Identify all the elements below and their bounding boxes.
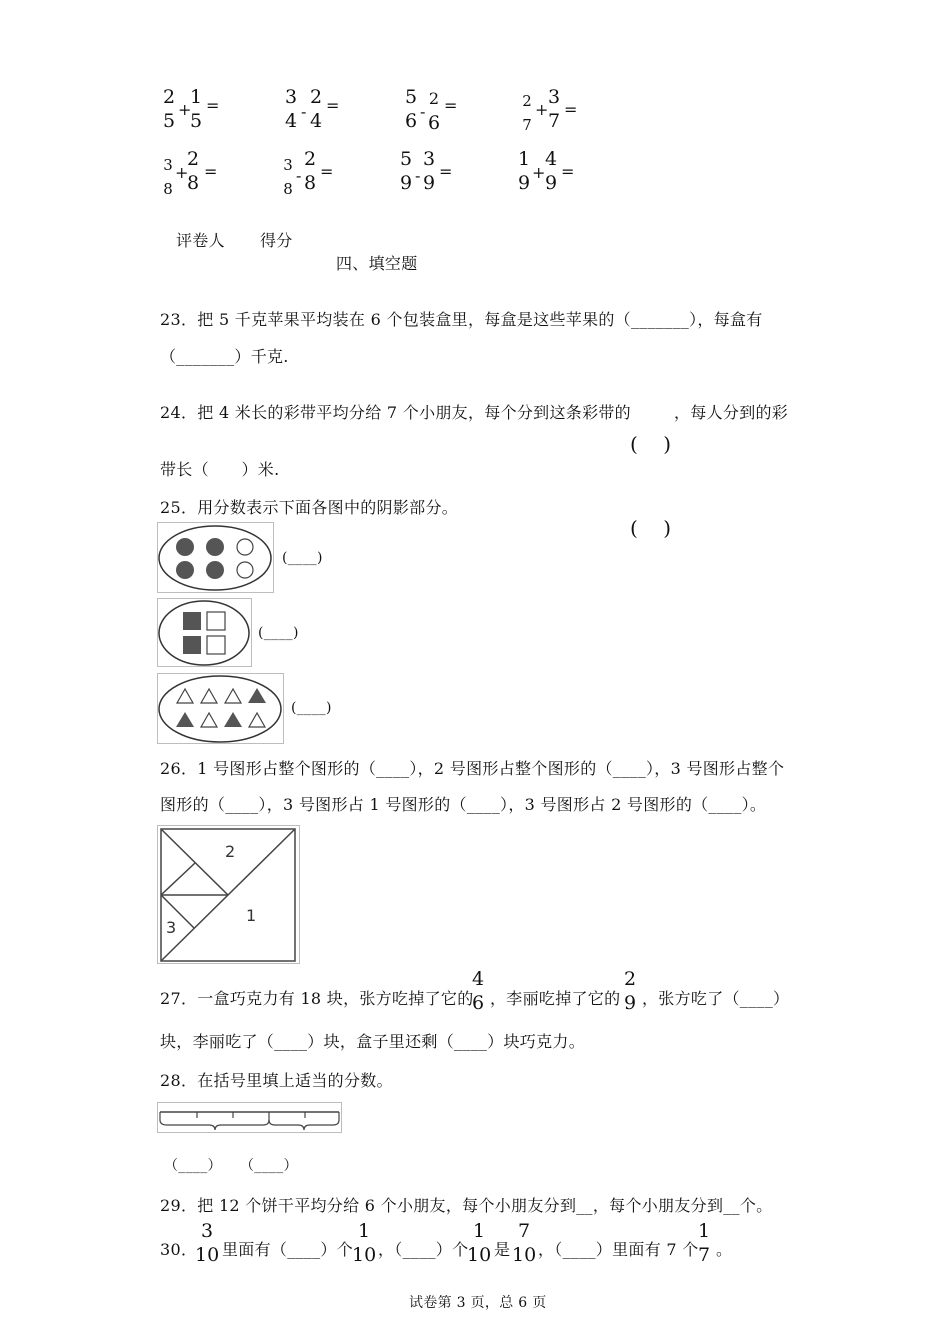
q25-figure-triangles [157,673,285,745]
shaded-triangle [176,712,194,727]
operator: - [301,102,307,121]
shaded-square [183,636,201,654]
q24-fraction-blank: ( ) ( ) [630,432,672,540]
empty-circle [237,562,253,578]
q30-text-3: 是 [494,1240,511,1259]
region-label-3: 3 [166,918,177,937]
figure-frame [158,674,284,744]
shaded-triangle [224,712,242,727]
empty-triangle [201,689,217,703]
q30-text-4: ，（____）里面有 7 个 [538,1240,699,1259]
empty-circle [237,539,253,555]
fraction: 3 8 [163,156,173,198]
fraction: 3 9 [422,148,436,194]
operator: - [415,166,421,185]
shaded-circle [176,561,194,579]
q30-text-1: 里面有（____）个 [222,1240,354,1259]
empty-triangle [177,689,193,703]
region-label-2: 2 [225,842,236,861]
operator: + [178,100,192,119]
fraction: 2 5 [162,86,176,132]
q27-line1-part3: ，张方吃了（____） [642,989,790,1008]
shaded-square [183,612,201,630]
equals-sign: = [204,162,218,181]
fraction: 1 7 [697,1220,711,1266]
q30-text-2: ，（____）个 [378,1240,469,1259]
fraction: 2 9 [623,968,637,1014]
q26-line2: 图形的（____），3 号图形占 1 号图形的（____），3 号图形占 2 号图形的（____）。 [160,795,767,814]
shaded-circle [176,538,194,556]
shaded-circle [206,538,224,556]
fraction: 3 8 [283,156,293,198]
q26-square-figure [157,825,301,965]
figure-ellipse [159,601,249,665]
empty-square [207,612,225,630]
brace [269,1120,339,1130]
fraction: 1 10 [352,1220,377,1266]
operator: - [420,102,426,121]
operator: + [175,163,189,182]
q27-line1-part1: 27．一盒巧克力有 18 块，张方吃掉了它的 [160,989,474,1008]
q25-blank-3: (____) [291,700,332,716]
fraction: 2 6 [427,89,441,134]
q23-line1: 23．把 5 千克苹果平均装在 6 个包装盒里，每盒是这些苹果的（_______），每盒有 [160,310,763,329]
page-footer: 试卷第 3 页，总 6 页 [409,1295,547,1311]
empty-triangle [201,713,217,727]
q30-text-5: 。 [716,1240,733,1259]
operator: + [532,163,546,182]
q28-blank-1: （____） [164,1158,222,1174]
q23-line2: （_______）千克. [160,347,289,366]
fraction: 1 10 [467,1220,492,1266]
fraction: 7 10 [512,1220,537,1266]
figure-frame [158,1103,342,1133]
region-label-1: 1 [246,906,257,925]
q25-blank-2: (____) [258,625,299,641]
q28-number-line [157,1102,343,1134]
equals-sign: = [444,96,458,115]
fraction: 2 8 [303,148,317,194]
fraction: 4 9 [544,148,558,194]
equals-sign: = [564,100,578,119]
q25-blank-1: (____) [282,550,323,566]
score-label: 得分 [260,231,293,250]
fraction: 2 4 [309,86,323,132]
fraction: 3 10 [195,1220,220,1266]
operator: + [535,100,549,119]
fraction: 3 7 [547,86,561,132]
q28-blank-2: （____） [240,1158,298,1174]
empty-square [207,636,225,654]
section-title: 四、填空题 [336,254,418,273]
fraction: 3 4 [284,86,298,132]
q24-line2: 带长（ ）米. [160,460,280,479]
fraction: 5 9 [399,148,413,194]
equals-sign: = [561,162,575,181]
q24-line1-part2: ，每人分到的彩 [674,403,789,422]
equals-sign: = [439,162,453,181]
equals-sign: = [206,96,220,115]
q24-line1-part1: 24．把 4 米长的彩带平均分给 7 个小朋友，每个分到这条彩带的 [160,403,631,422]
reviewer-label: 评卷人 [176,231,225,250]
fraction: 1 5 [189,86,203,132]
figure-frame [158,523,274,593]
q25-title: 25．用分数表示下面各图中的阴影部分。 [160,498,459,517]
figure-frame [158,599,252,667]
equals-sign: = [320,162,334,181]
figure-ellipse [159,526,271,590]
shaded-triangle [248,688,266,703]
brace [160,1120,269,1130]
empty-triangle [249,713,265,727]
q27-line2: 块，李丽吃了（____）块，盒子里还剩（____）块巧克力。 [160,1032,586,1051]
fraction: 5 6 [404,86,418,132]
q30-prefix: 30． [160,1240,198,1259]
q28-title: 28．在括号里填上适当的分数。 [160,1071,393,1090]
shaded-circle [206,561,224,579]
q26-line1: 26．1 号图形占整个图形的（____），2 号图形占整个图形的（____），3 号图形占整个 [160,759,785,778]
q27-line1-part2: ，李丽吃掉了它的 [490,989,621,1008]
figure-ellipse [159,676,281,742]
equals-sign: = [326,96,340,115]
q25-figure-squares [157,598,253,668]
fraction: 4 6 [471,968,485,1014]
q25-figure-circles [157,522,275,594]
fraction: 2 8 [186,148,200,194]
fraction: 2 7 [522,92,532,134]
q29-text: 29．把 12 个饼干平均分给 6 个小朋友，每个小朋友分到__，每个小朋友分到__个。 [160,1196,773,1215]
inner-line [161,863,195,895]
fraction: 1 9 [517,148,531,194]
empty-triangle [225,689,241,703]
operator: - [296,166,302,185]
